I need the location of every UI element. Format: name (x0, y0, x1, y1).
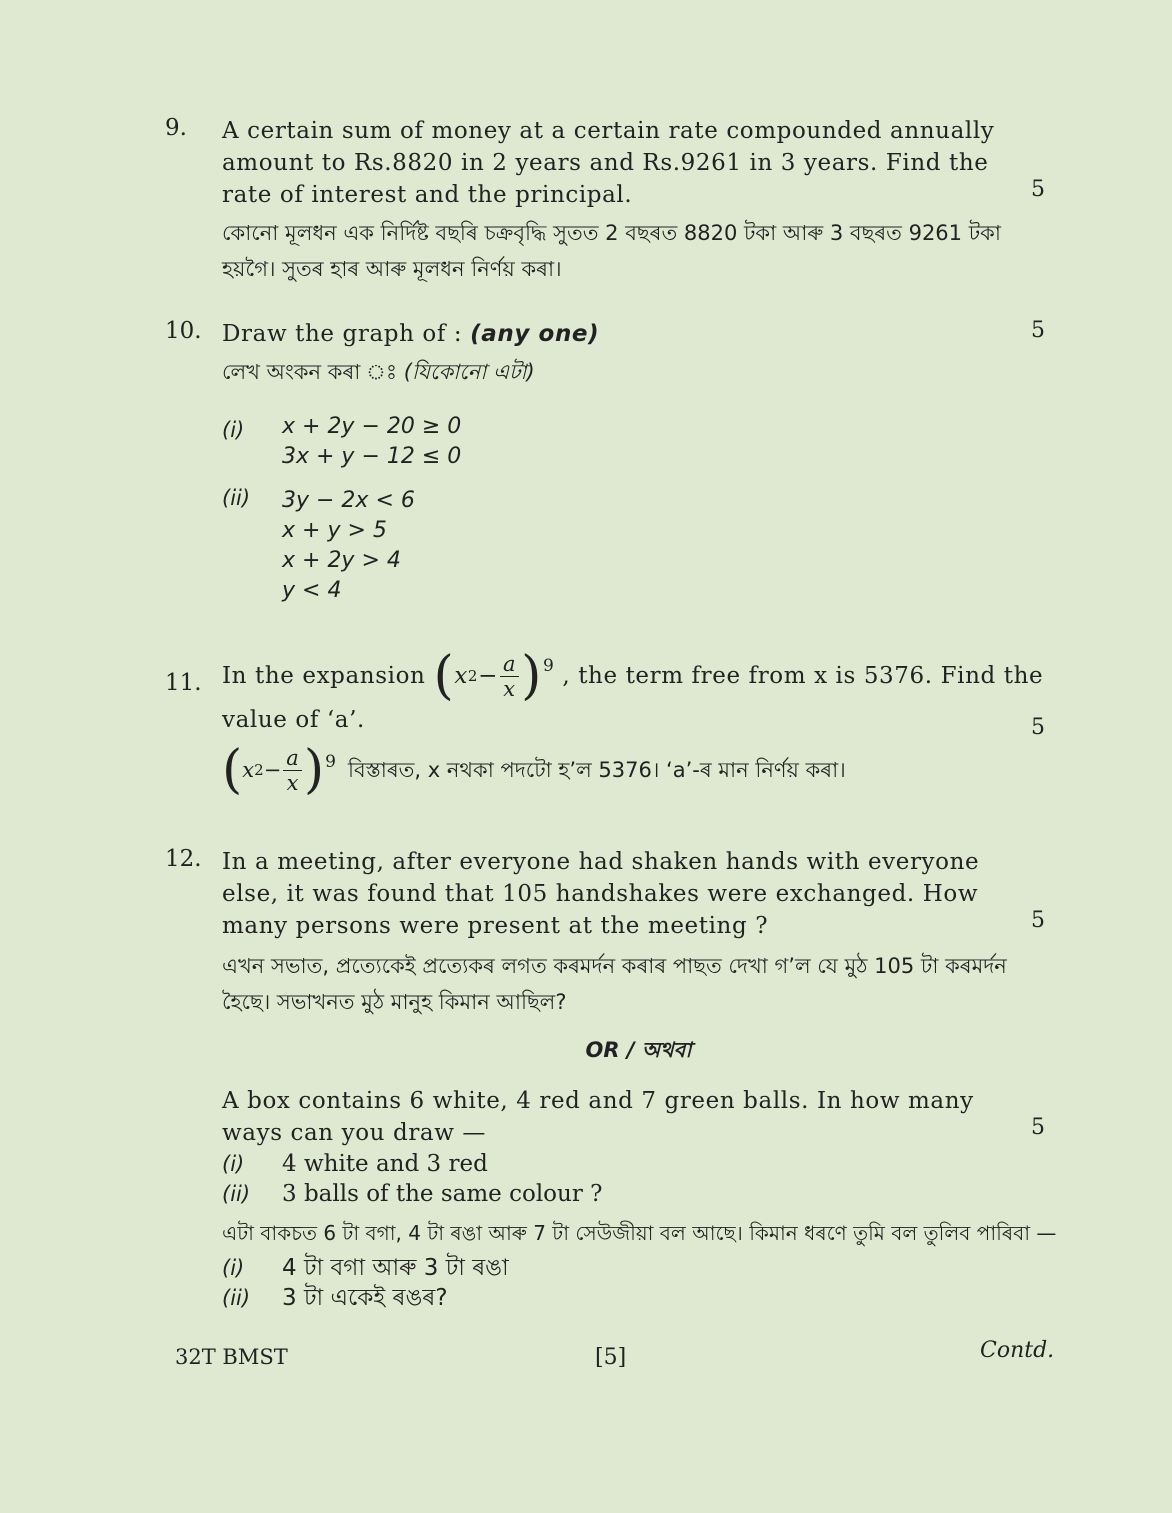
continued-note: Contd. (980, 1338, 1055, 1363)
expr-base: x (242, 758, 255, 782)
alt-question-text-en: A box contains 6 white, 4 red and 7 green balls. In how many ways can you draw — (222, 1088, 974, 1146)
question-text-as: কোনো মূলধন এক নিৰ্দিষ্ট বছৰি চক্ৰবৃদ্ধি সুতত 2 বছৰত 8820 টকা আৰু 3 বছৰত 9261 টকা হয়গৈ। সুতৰ হাৰ আৰু মূলধন নিৰ্ণয় কৰা। (222, 221, 1001, 281)
sub-question-ii (222, 486, 1055, 606)
or-separator: OR / অথবা (585, 1038, 692, 1062)
option-text-as: 3 টা একেই ৰঙৰ? (282, 1285, 448, 1311)
instruction-as: লেখ অংকন কৰা ঃ (222, 360, 404, 384)
question-9 (165, 115, 1055, 287)
page-number: [5] (595, 1345, 627, 1370)
inequality: x + 2y > 4 (282, 548, 401, 573)
question-number: 12. (165, 846, 202, 872)
marks: 5 (1031, 177, 1045, 202)
expr-square: 2 (254, 761, 264, 779)
marks: 5 (1031, 715, 1045, 740)
option-label: (ii) (222, 1182, 251, 1206)
question-12 (165, 846, 1055, 1313)
binomial-expression: ( x 2 − $\frac{a}{x}$ ) 9 (222, 740, 336, 800)
inequality: 3x + y − 12 ≤ 0 (282, 444, 462, 469)
alternative-question (222, 1085, 1055, 1313)
marks: 5 (1031, 908, 1045, 933)
question-number: 9. (165, 115, 187, 141)
alt-option-ii-as (222, 1283, 1055, 1313)
choice-note-as: (যিকোনো এটা) (403, 360, 535, 384)
fraction (500, 652, 519, 701)
option-text-as: 4 টা বগা আৰু 3 টা ৰঙা (282, 1255, 509, 1281)
expansion-label: In the expansion (222, 663, 426, 689)
fraction (283, 746, 302, 795)
expr-power: 9 (325, 752, 336, 772)
marks: 5 (1031, 318, 1045, 343)
question-number: 11. (165, 670, 202, 696)
question-text-en: In a meeting, after everyone had shaken hands with everyone else, it was found that 105 handshakes were exchanged. How many persons were present at the meeting ? (222, 849, 980, 939)
fraction-denominator: x (503, 676, 516, 701)
option-label: (ii) (222, 1286, 251, 1310)
inequality-system (282, 486, 415, 606)
expr-minus: − (478, 663, 498, 689)
expansion-condition: , the term free from x is 5376. Find the (562, 663, 1044, 689)
question-text-en (222, 646, 1055, 706)
alt-option-i (222, 1149, 1055, 1179)
paper-code: 32T BMST (175, 1345, 288, 1369)
inequality: y < 4 (282, 578, 342, 603)
question-number: 10. (165, 318, 202, 344)
question-text-en (222, 318, 1055, 350)
alt-marks: 5 (1031, 1115, 1045, 1140)
inequality: x + 2y − 20 ≥ 0 (282, 414, 462, 439)
alt-option-ii (222, 1179, 1055, 1209)
sub-question-i (222, 412, 1055, 472)
choice-note: (any one) (470, 321, 600, 347)
binomial-expression: ( x 2 − $\frac{a}{x}$ ) 9 (433, 646, 555, 706)
sub-label: (i) (222, 418, 245, 442)
fraction-denominator: x (286, 770, 299, 795)
option-label: (i) (222, 1256, 245, 1280)
expr-power: 9 (542, 656, 555, 676)
option-label: (i) (222, 1152, 245, 1176)
expr-square: 2 (467, 667, 479, 685)
question-text-as (222, 740, 1055, 800)
instruction: Draw the graph of : (222, 321, 471, 347)
inequality: 3y − 2x < 6 (282, 488, 415, 513)
alt-question-text-as: এটা বাকচত 6 টা বগা, 4 টা ৰঙা আৰু 7 টা সেউজীয়া বল আছে। কিমান ধৰণে তুমি বল তুলিব পাৰিবা — (222, 1221, 1057, 1245)
fraction-numerator: a (500, 652, 519, 677)
fraction-numerator: a (283, 746, 302, 771)
question-text-en-line2: value of ‘a’. (222, 707, 365, 733)
question-text-as-body: বিস্তাৰত, x নথকা পদটো হ’ল 5376। ‘a’-ৰ মান নিৰ্ণয় কৰা। (347, 758, 846, 782)
question-11 (165, 646, 1055, 800)
question-text-as: এখন সভাত, প্ৰত্যেকেই প্ৰত্যেকৰ লগত কৰমৰ্দন কৰাৰ পাছত দেখা গ’ল যে মুঠ 105 টা কৰমৰ্দন হৈছে। সভাখনত মুঠ মানুহ কিমান আছিল? (222, 954, 1007, 1014)
option-text: 4 white and 3 red (282, 1151, 488, 1177)
question-10 (165, 318, 1055, 606)
alt-option-i-as (222, 1253, 1055, 1283)
expr-minus: − (263, 758, 282, 782)
option-text: 3 balls of the same colour ? (282, 1181, 603, 1207)
inequality-system (282, 412, 461, 472)
inequality: x + y > 5 (282, 518, 387, 543)
question-text-en: A certain sum of money at a certain rate compounded annually amount to Rs.8820 in 2 years and Rs.9261 in 3 years. Find the rate of interest and the principal. (222, 118, 995, 208)
expr-base: x (454, 663, 468, 689)
question-text-as (222, 354, 1055, 390)
sub-label: (ii) (222, 486, 251, 510)
